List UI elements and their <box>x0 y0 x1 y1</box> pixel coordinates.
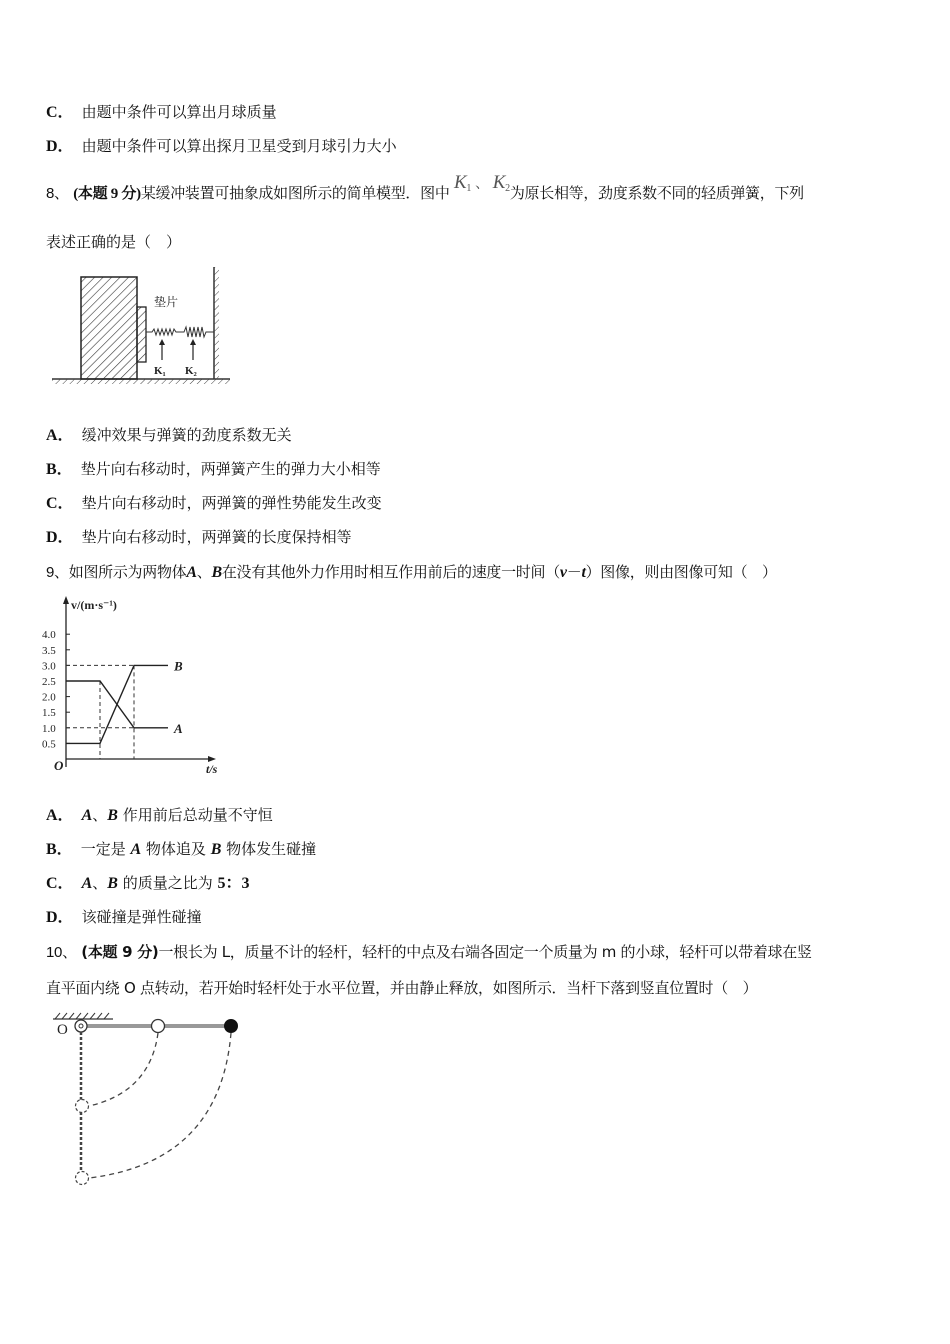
end-ball-ghost-icon <box>76 1172 89 1185</box>
origin-label: O <box>54 758 64 773</box>
option-text: 一定是 A 物体追及 B 物体发生碰撞 <box>80 840 317 858</box>
k1-label: K₁ <box>154 365 166 377</box>
svg-text:1.5: 1.5 <box>42 707 56 720</box>
q8-stem-line1 <box>46 172 804 209</box>
q10-stem-line2: 直平面内绕 O 点转动，若开始时轻杆处于水平位置，并由静止释放，如图所示．当杆下落到竖直位置时（ ） <box>46 979 758 997</box>
spring-k2 <box>181 327 214 337</box>
spring-k1 <box>146 329 181 335</box>
separator: 、 <box>196 563 212 581</box>
pad <box>137 307 146 362</box>
option-letter: D． <box>46 138 74 155</box>
option-text: 垫片向右移动时，两弹簧的长度保持相等 <box>81 528 352 546</box>
option-letter: C． <box>46 104 74 121</box>
svg-text:2.0: 2.0 <box>42 691 56 704</box>
q9-vt-chart <box>40 592 240 777</box>
q9-option-b <box>46 839 316 860</box>
option-text: 垫片向右移动时，两弹簧产生的弹力大小相等 <box>80 460 381 478</box>
question-score: (本题 9 分) <box>81 943 159 961</box>
end-ball-arc <box>89 1033 231 1178</box>
dash: － <box>566 563 582 581</box>
object-b: B <box>211 564 222 581</box>
var-v: v <box>559 564 567 581</box>
object-a: A <box>186 564 197 581</box>
question-number: 10、 <box>46 944 77 961</box>
svg-text:2.5: 2.5 <box>42 676 56 688</box>
option-letter: B． <box>46 461 73 478</box>
pivot-label: O <box>57 1022 68 1038</box>
series-B <box>66 665 168 743</box>
q9-option-a <box>46 805 273 826</box>
q8-stem-line2: 表述正确的是（ ） <box>46 233 182 251</box>
q9-stem <box>46 562 777 583</box>
q8-buffer-figure <box>50 262 230 387</box>
stem-text: ）图像，则由图像可知（ ） <box>585 563 777 581</box>
question-number: 9、 <box>46 564 69 581</box>
mid-ball-ghost-icon <box>76 1100 89 1113</box>
svg-text:B: B <box>174 658 183 674</box>
q8-option-a <box>46 425 292 446</box>
option-letter: C． <box>46 495 74 512</box>
q8-option-b <box>46 459 381 480</box>
mid-ball-icon <box>152 1020 165 1033</box>
option-letter: D． <box>46 529 74 546</box>
mid-ball-arc <box>89 1033 158 1106</box>
pad-label: 垫片 <box>154 295 179 309</box>
svg-text:A: A <box>174 720 183 736</box>
question-number: 8、 <box>46 185 69 202</box>
math-k1: $K_1$ <box>453 172 472 194</box>
option-letter: A． <box>46 427 74 444</box>
x-axis-label: t/s <box>206 762 218 776</box>
question-score: (本题 9 分) <box>73 186 141 202</box>
q10-rod-figure <box>45 1012 255 1187</box>
svg-text:4.0: 4.0 <box>42 629 56 642</box>
math-k2: $K_2$ <box>492 172 510 194</box>
var-t: t <box>581 564 586 581</box>
guide-lines <box>66 665 134 759</box>
option-text: 由题中条件可以算出探月卫星受到月球引力大小 <box>81 137 397 155</box>
stem-text: 如图所示为两物体 <box>68 563 187 581</box>
option-letter: A． <box>46 807 74 824</box>
svg-text:3.0: 3.0 <box>42 660 56 673</box>
svg-text:3.5: 3.5 <box>42 644 56 657</box>
block <box>81 277 137 379</box>
series-lines <box>66 658 183 743</box>
option-text: 该碰撞是弹性碰撞 <box>81 908 202 926</box>
y-axis-label: v/(m·s⁻¹) <box>71 598 117 612</box>
option-text: 缓冲效果与弹簧的劲度系数无关 <box>81 426 292 444</box>
stem-text: 为原长相等，劲度系数不同的轻质弹簧，下列 <box>509 184 804 202</box>
q7-option-c <box>46 102 277 123</box>
q7-option-d <box>46 136 397 157</box>
option-text: 由题中条件可以算出月球质量 <box>81 103 277 121</box>
stem-text: 在没有其他外力作用时相互作用前后的速度一时间（ <box>221 563 560 581</box>
option-letter: D． <box>46 909 74 926</box>
option-text: A、B 的质量之比为 5：3 <box>81 874 250 892</box>
end-ball-icon <box>225 1020 238 1033</box>
option-letter: B． <box>46 841 73 858</box>
option-text: A、B 作用前后总动量不守恒 <box>81 806 273 824</box>
svg-text:1.0: 1.0 <box>42 722 56 735</box>
option-text: 垫片向右移动时，两弹簧的弹性势能发生改变 <box>81 494 382 512</box>
stem-text: 某缓冲装置可抽象成如图所示的简单模型．图中 <box>140 184 450 202</box>
math-separator: 、 <box>475 176 489 192</box>
q9-option-c <box>46 873 249 894</box>
option-letter: C． <box>46 875 74 892</box>
svg-text:0.5: 0.5 <box>42 738 56 751</box>
pivot-icon <box>75 1020 87 1032</box>
q9-option-d <box>46 907 202 928</box>
stem-text: 一根长为 L，质量不计的轻杆，轻杆的中点及右端各固定一个质量为 m 的小球，轻杆可以带着球在竖 <box>158 943 812 961</box>
k2-label: K₂ <box>185 365 197 377</box>
q10-stem-line1 <box>46 942 812 963</box>
q8-option-d <box>46 527 352 548</box>
q8-option-c <box>46 493 382 514</box>
